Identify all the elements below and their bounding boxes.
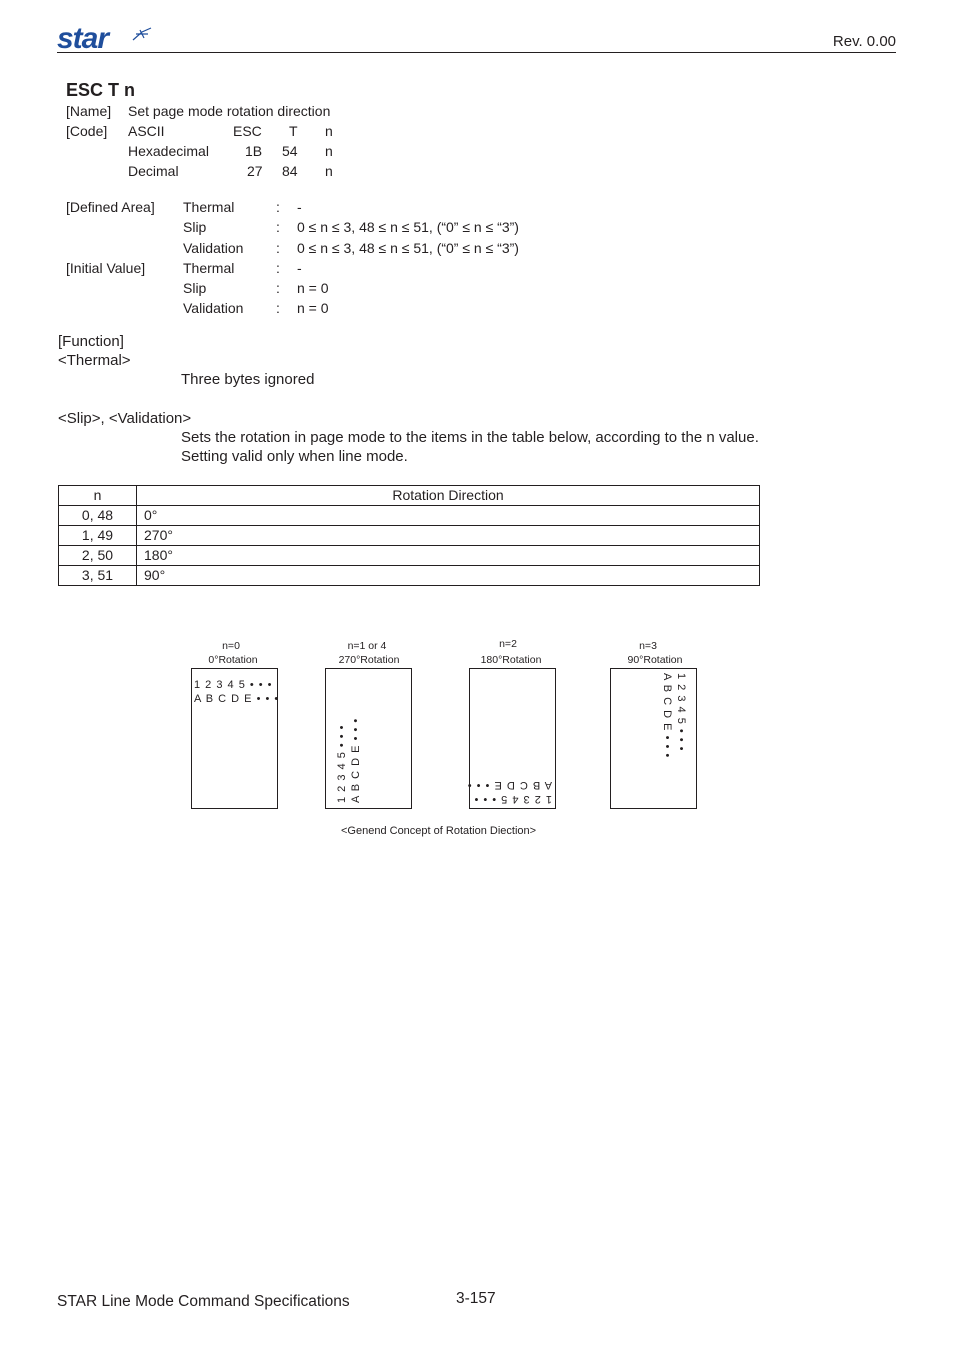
- panel-rotation-label: 90°Rotation: [627, 654, 683, 666]
- table-cell: 180°: [137, 546, 760, 566]
- panel-line-letters: A B C D E • • •: [661, 673, 673, 759]
- star-logo-mark-icon: [132, 26, 152, 42]
- panel-rotation-label: 270°Rotation: [338, 654, 400, 666]
- code-format: Hexadecimal: [128, 143, 209, 159]
- panel-line-letters: A B C D E • • •: [466, 779, 552, 791]
- colon: :: [276, 240, 280, 256]
- table-row: [59, 526, 760, 546]
- colon: :: [276, 300, 280, 316]
- code-value: 54: [282, 143, 298, 159]
- initial-value-value: -: [297, 260, 302, 276]
- initial-value-label: [Initial Value]: [66, 260, 146, 276]
- defined-area-item: Thermal: [183, 199, 235, 215]
- table-cell: 270°: [137, 526, 760, 546]
- panel-line-letters: A B C D E • • •: [350, 717, 362, 803]
- code-format: Decimal: [128, 163, 179, 179]
- star-logo: star: [57, 22, 109, 55]
- rotation-panel-1: [325, 668, 412, 809]
- table-header-cell: n: [59, 486, 137, 506]
- code-value: 84: [282, 163, 298, 179]
- code-label: [Code]: [66, 123, 108, 139]
- defined-area-item: Validation: [183, 240, 244, 256]
- slip-text: Sets the rotation in page mode to the items in the table below, according to the n value.: [181, 429, 759, 446]
- table-cell: 90°: [137, 566, 760, 586]
- table-cell: 0°: [137, 506, 760, 526]
- name-value: Set page mode rotation direction: [128, 103, 331, 119]
- rotation-panel-2: [466, 668, 556, 809]
- code-value: ESC: [233, 123, 262, 139]
- table-cell: 0, 48: [59, 506, 137, 526]
- colon: :: [276, 260, 280, 276]
- initial-value-item: Thermal: [183, 260, 235, 276]
- code-value: n: [325, 163, 333, 179]
- panel-line-digits: 1 2 3 4 5 • • •: [194, 679, 273, 691]
- panel-rotation-label: 0°Rotation: [208, 654, 258, 666]
- panel-line-letters: A B C D E • • •: [194, 693, 280, 705]
- name-label: [Name]: [66, 103, 112, 119]
- footer-doc-title: STAR Line Mode Command Specifications: [57, 1293, 350, 1310]
- rotation-table: [58, 485, 760, 586]
- defined-area-item: Slip: [183, 219, 207, 235]
- revision-label: Rev. 0.00: [832, 33, 896, 50]
- initial-value-value: n = 0: [297, 300, 329, 316]
- function-label: [Function]: [58, 333, 124, 350]
- panel-line-digits: 1 2 3 4 5 • • •: [675, 673, 687, 752]
- table-cell: 3, 51: [59, 566, 137, 586]
- code-value: n: [325, 143, 333, 159]
- table-cell: 1, 49: [59, 526, 137, 546]
- header-rule: [57, 52, 896, 53]
- table-header-cell: Rotation Direction: [137, 486, 760, 506]
- colon: :: [276, 280, 280, 296]
- colon: :: [276, 219, 280, 235]
- thermal-label: <Thermal>: [58, 352, 131, 369]
- defined-area-value: -: [297, 199, 302, 215]
- code-value: 27: [247, 163, 263, 179]
- table-cell: 2, 50: [59, 546, 137, 566]
- defined-area-value: 0 ≤ n ≤ 3, 48 ≤ n ≤ 51, (“0” ≤ n ≤ “3”): [297, 240, 519, 256]
- thermal-text: Three bytes ignored: [181, 371, 315, 388]
- table-row: [59, 506, 760, 526]
- panel-line-digits: 1 2 3 4 5 • • •: [473, 793, 552, 805]
- slip-text: Setting valid only when line mode.: [181, 448, 408, 465]
- code-value: T: [289, 123, 298, 139]
- command-title: ESC T n: [66, 80, 136, 100]
- initial-value-item: Validation: [183, 300, 244, 316]
- rotation-panel-3: [610, 668, 697, 809]
- slip-validation-label: <Slip>, <Validation>: [58, 410, 192, 427]
- panel-line-digits: 1 2 3 4 5 • • •: [336, 724, 348, 803]
- code-format: ASCII: [128, 123, 165, 139]
- panel-n-label: n=0: [222, 640, 240, 652]
- initial-value-item: Slip: [183, 280, 207, 296]
- rotation-panel-0: [191, 668, 278, 809]
- panel-n-label: n=3: [639, 640, 657, 652]
- page-number: 3-157: [456, 1290, 496, 1307]
- table-row: [59, 566, 760, 586]
- panel-n-label: n=2: [499, 638, 517, 650]
- defined-area-label: [Defined Area]: [66, 199, 155, 215]
- diagram-caption: <Genend Concept of Rotation Diection>: [341, 825, 537, 837]
- initial-value-value: n = 0: [297, 280, 329, 296]
- defined-area-value: 0 ≤ n ≤ 3, 48 ≤ n ≤ 51, (“0” ≤ n ≤ “3”): [297, 219, 519, 235]
- table-row: [59, 546, 760, 566]
- table-header-row: [59, 486, 760, 506]
- panel-n-label: n=1 or 4: [347, 640, 387, 652]
- code-value: n: [325, 123, 333, 139]
- panel-rotation-label: 180°Rotation: [480, 654, 542, 666]
- code-value: 1B: [245, 143, 263, 159]
- colon: :: [276, 199, 280, 215]
